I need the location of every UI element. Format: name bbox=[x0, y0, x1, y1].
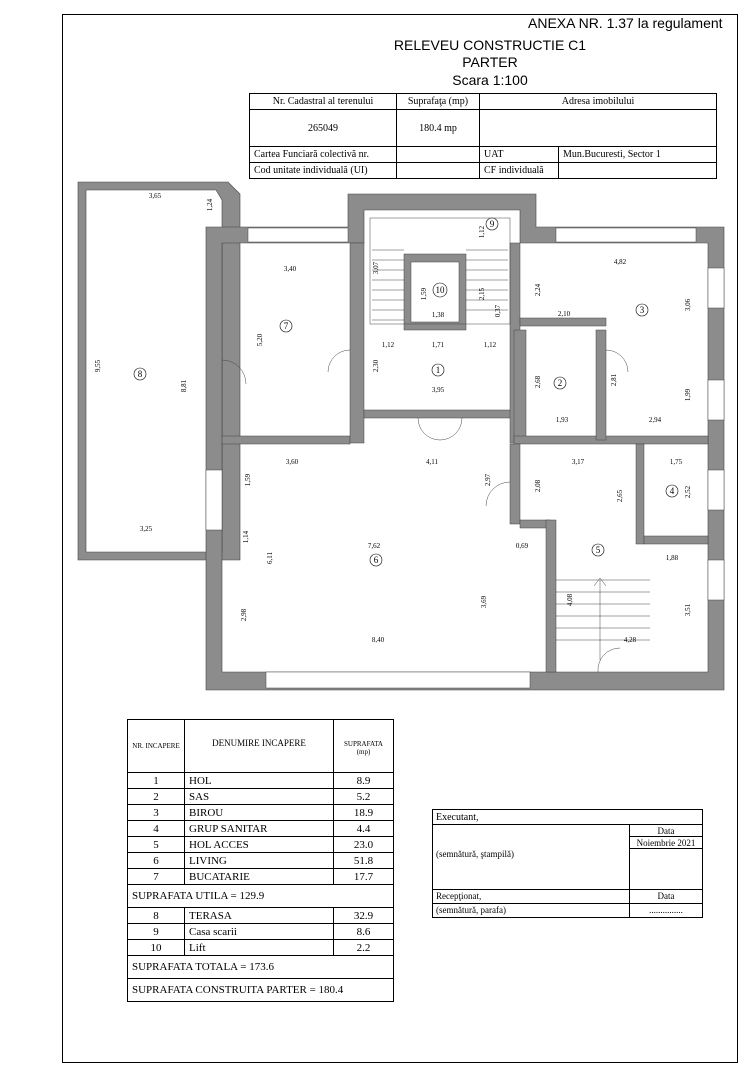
dim-text: 1,12 bbox=[381, 341, 395, 349]
document-title: RELEVEU CONSTRUCTIE C1 bbox=[393, 37, 587, 53]
room-marker bbox=[486, 218, 498, 230]
row-area: 23.0 bbox=[334, 837, 394, 853]
room-marker bbox=[432, 364, 444, 376]
dim-text: 2,15 bbox=[478, 287, 486, 301]
table-row bbox=[128, 908, 394, 924]
row-nr: 2 bbox=[128, 789, 185, 805]
dim-text: 3,06 bbox=[684, 298, 692, 312]
room-marker bbox=[554, 377, 566, 389]
row-area: 17.7 bbox=[334, 869, 394, 885]
dim-text: 0,37 bbox=[494, 304, 502, 318]
dim-text: 1,12 bbox=[478, 225, 486, 239]
table-row bbox=[128, 940, 394, 956]
annex-label: ANEXA NR. 1.37 la regulament bbox=[528, 15, 723, 31]
table-row bbox=[128, 805, 394, 821]
dim-text: 2,81 bbox=[610, 373, 618, 387]
row-name: GRUP SANITAR bbox=[185, 821, 334, 837]
dim-text: 3,40 bbox=[283, 265, 297, 273]
table-row bbox=[128, 924, 394, 940]
rooms-table bbox=[127, 719, 394, 1002]
dim-text: 4,08 bbox=[566, 593, 574, 607]
date-dots: ............... bbox=[630, 903, 703, 917]
room-number: 7 bbox=[283, 321, 289, 331]
row-nr: 4 bbox=[128, 821, 185, 837]
dim-text: 8,81 bbox=[180, 379, 188, 393]
room-number: 3 bbox=[639, 305, 645, 315]
row-nr: 9 bbox=[128, 924, 185, 940]
row-area: 8.9 bbox=[334, 773, 394, 789]
room-marker bbox=[592, 544, 604, 556]
row-nr: 5 bbox=[128, 837, 185, 853]
dim-text: 3,25 bbox=[139, 525, 153, 533]
dim-text: 1,88 bbox=[665, 554, 679, 562]
dim-text: 8,40 bbox=[371, 636, 385, 644]
dim-text: 2,68 bbox=[534, 375, 542, 389]
dim-text: 1,12 bbox=[483, 341, 497, 349]
dim-text: 3,69 bbox=[480, 595, 488, 609]
cf-label: Cartea Funciară colectivă nr. bbox=[250, 147, 397, 163]
col-area-header: SUPRAFATA (mp) bbox=[334, 720, 394, 773]
row-name: BUCATARIE bbox=[185, 869, 334, 885]
cf-ind-label: CF individuală bbox=[480, 163, 559, 179]
dim-text: 2,97 bbox=[484, 473, 492, 487]
dim-text: 4,28 bbox=[623, 636, 637, 644]
row-name: TERASA bbox=[185, 908, 334, 924]
dim-text: 6,11 bbox=[266, 552, 274, 564]
room-number: 5 bbox=[595, 545, 601, 555]
scale-label: Scara 1:100 bbox=[452, 72, 528, 88]
room-marker bbox=[280, 320, 292, 332]
dim-text: 1,59 bbox=[244, 473, 252, 487]
row-name: BIROU bbox=[185, 805, 334, 821]
room-marker bbox=[636, 304, 648, 316]
dim-text: 4,11 bbox=[426, 458, 438, 466]
date-label-2: Data bbox=[630, 889, 703, 903]
dim-text: 3,95 bbox=[431, 386, 445, 394]
receptionat-label: Recepţionat, bbox=[433, 889, 630, 903]
dim-text: 2,08 bbox=[534, 479, 542, 493]
dim-text: 3,17 bbox=[571, 458, 585, 466]
total-area: SUPRAFATA TOTALA = 173.6 bbox=[128, 956, 394, 979]
row-nr: 10 bbox=[128, 940, 185, 956]
dim-text: 4,82 bbox=[613, 258, 627, 266]
area-label: Suprafaţa (mp) bbox=[397, 94, 480, 110]
dim-text: 9,55 bbox=[94, 359, 102, 373]
row-name: HOL bbox=[185, 773, 334, 789]
row-name: Casa scarii bbox=[185, 924, 334, 940]
uat-value: Mun.Bucuresti, Sector 1 bbox=[559, 147, 717, 163]
dim-text: 0,69 bbox=[515, 542, 529, 550]
dim-text: 1,71 bbox=[431, 341, 445, 349]
table-row bbox=[128, 837, 394, 853]
room-number: 2 bbox=[557, 378, 563, 388]
uat-label: UAT bbox=[480, 147, 559, 163]
room-number: 8 bbox=[137, 369, 143, 379]
row-nr: 3 bbox=[128, 805, 185, 821]
dim-text: 3,65 bbox=[148, 192, 162, 200]
dim-text: 3,07 bbox=[372, 261, 380, 275]
room-number: 6 bbox=[373, 555, 379, 565]
row-area: 5.2 bbox=[334, 789, 394, 805]
dim-text: 2,30 bbox=[372, 359, 380, 373]
room-number: 9 bbox=[489, 219, 495, 229]
table-row bbox=[128, 773, 394, 789]
room-marker bbox=[370, 554, 382, 566]
room-number: 10 bbox=[435, 285, 445, 295]
address-label: Adresa imobilului bbox=[480, 94, 717, 110]
room-number: 4 bbox=[669, 486, 675, 496]
row-nr: 6 bbox=[128, 853, 185, 869]
executant-label: Executant, bbox=[433, 810, 703, 825]
row-area: 18.9 bbox=[334, 805, 394, 821]
row-name: Lift bbox=[185, 940, 334, 956]
area-value: 180.4 mp bbox=[397, 110, 480, 147]
cadastral-value: 265049 bbox=[250, 110, 397, 147]
dim-text: 1,59 bbox=[420, 287, 428, 301]
dim-text: 2,94 bbox=[648, 416, 662, 424]
row-area: 4.4 bbox=[334, 821, 394, 837]
dim-text: 1,24 bbox=[206, 198, 214, 212]
floor-label: PARTER bbox=[462, 54, 518, 70]
table-row bbox=[128, 869, 394, 885]
row-name: HOL ACCES bbox=[185, 837, 334, 853]
dim-text: 1,14 bbox=[242, 530, 250, 544]
row-name: LIVING bbox=[185, 853, 334, 869]
table-row bbox=[128, 853, 394, 869]
cadastral-label: Nr. Cadastral al terenului bbox=[250, 94, 397, 110]
built-area: SUPRAFATA CONSTRUITA PARTER = 180.4 bbox=[128, 979, 394, 1002]
row-area: 2.2 bbox=[334, 940, 394, 956]
room-number: 1 bbox=[435, 365, 441, 375]
dim-text: 3,51 bbox=[684, 603, 692, 617]
room-marker bbox=[433, 283, 447, 297]
useful-area-total: SUPRAFATA UTILA = 129.9 bbox=[128, 885, 394, 908]
room-marker bbox=[134, 368, 146, 380]
row-nr: 8 bbox=[128, 908, 185, 924]
ui-label: Cod unitate individuală (UI) bbox=[250, 163, 397, 179]
row-nr: 1 bbox=[128, 773, 185, 789]
dim-text: 7,62 bbox=[367, 542, 381, 550]
room-marker bbox=[666, 485, 678, 497]
table-row bbox=[128, 821, 394, 837]
dim-text: 3,60 bbox=[285, 458, 299, 466]
dim-text: 2,98 bbox=[240, 608, 248, 622]
dim-text: 2,65 bbox=[616, 489, 624, 503]
signature-stamp: (semnătură, ştampilă) bbox=[433, 849, 630, 890]
row-nr: 7 bbox=[128, 869, 185, 885]
dim-text: 2,52 bbox=[684, 485, 692, 499]
dim-text: 1,75 bbox=[669, 458, 683, 466]
dim-text: 2,10 bbox=[557, 310, 571, 318]
signature-parafa: (semnătură, parafa) bbox=[433, 903, 630, 917]
dim-text: 1,93 bbox=[555, 416, 569, 424]
col-nr-header: NR. INCAPERE bbox=[128, 720, 185, 773]
dim-text: 2,24 bbox=[534, 283, 542, 297]
row-area: 51.8 bbox=[334, 853, 394, 869]
date-label: Data bbox=[630, 825, 703, 837]
row-name: SAS bbox=[185, 789, 334, 805]
signature-table bbox=[432, 809, 703, 918]
row-area: 32.9 bbox=[334, 908, 394, 924]
table-row bbox=[128, 789, 394, 805]
col-name-header: DENUMIRE INCAPERE bbox=[185, 720, 334, 773]
date-value: Noiembrie 2021 bbox=[630, 837, 703, 849]
dim-text: 1,99 bbox=[684, 388, 692, 402]
dim-text: 1,38 bbox=[431, 311, 445, 319]
row-area: 8.6 bbox=[334, 924, 394, 940]
dim-text: 5,20 bbox=[256, 333, 264, 347]
